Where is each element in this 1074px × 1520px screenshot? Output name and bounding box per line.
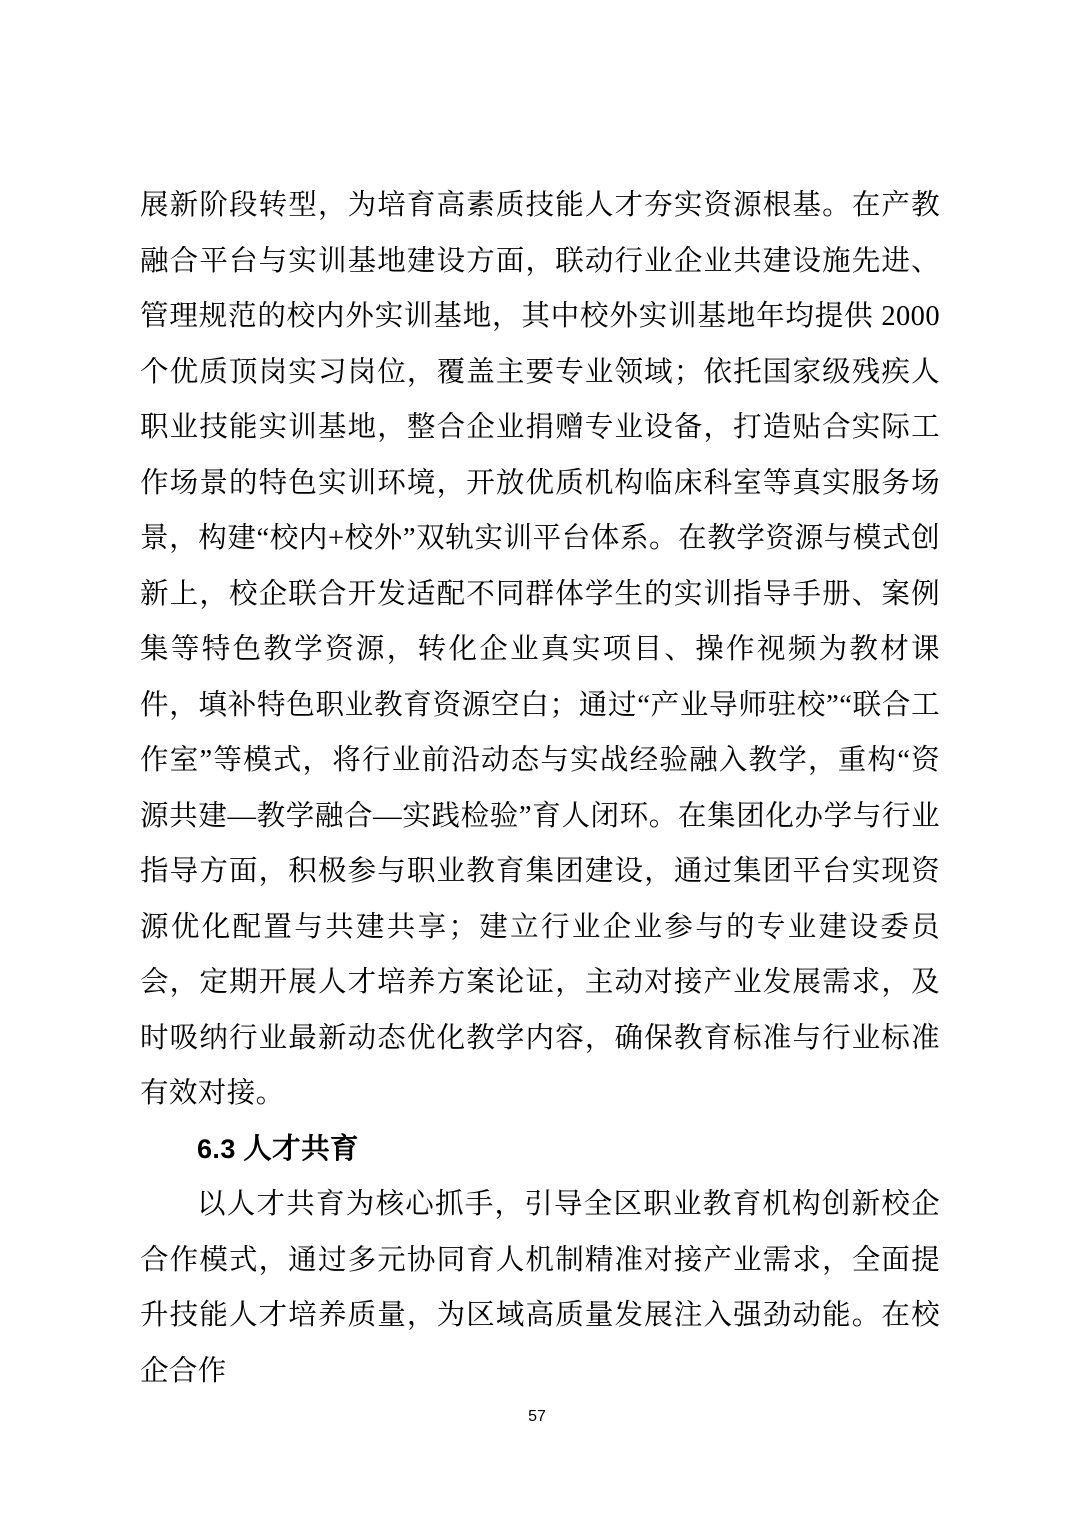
page-number: 57 bbox=[528, 1408, 546, 1425]
section-heading-6-3 bbox=[140, 1122, 940, 1178]
section-heading-number: 6.3 bbox=[197, 1133, 236, 1164]
section-heading-text: 人才共育 bbox=[243, 1133, 359, 1165]
body-paragraph-1: 展新阶段转型，为培育高素质技能人才夯实资源根基。在产教融合平台与实训基地建设方面，联动行业企业共建设施先进、管理规范的校内外实训基地，其中校外实训基地年均提供 2000 个优质顶岗实习岗位，覆盖主要专业领域；依托国家级残疾人职业技能实训基地，整合企业捐赠专业设备，打造贴合实际工作场景的特色实训环境，开放优质机构临床科室等真实服务场景，构建“校内+校外”双轨实训平台体系。在教学资源与模式创新上，校企联合开发适配不同群体学生的实训指导手册、案例集等特色教学资源，转化企业真实项目、操作视频为教材课件，填补特色职业教育资源空白；通过“产业导师驻校”“联合工作室”等模式，将行业前沿动态与实战经验融入教学，重构“资源共建—教学融合—实践检验”育人闭环。在集团化办学与行业指导方面，积极参与职业教育集团建设，通过集团平台实现资源优化配置与共建共享；建立行业企业参与的专业建设委员会，定期开展人才培养方案论证，主动对接产业发展需求，及时吸纳行业最新动态优化教学内容，确保教育标准与行业标准有效对接。 bbox=[140, 190, 940, 1109]
page-content bbox=[140, 178, 940, 1399]
body-paragraph-2: 以人才共育为核心抓手，引导全区职业教育机构创新校企合作模式，通过多元协同育人机制精准对接产业需求，全面提升技能人才培养质量，为区域高质量发展注入强劲动能。在校企合作 bbox=[140, 1189, 940, 1387]
